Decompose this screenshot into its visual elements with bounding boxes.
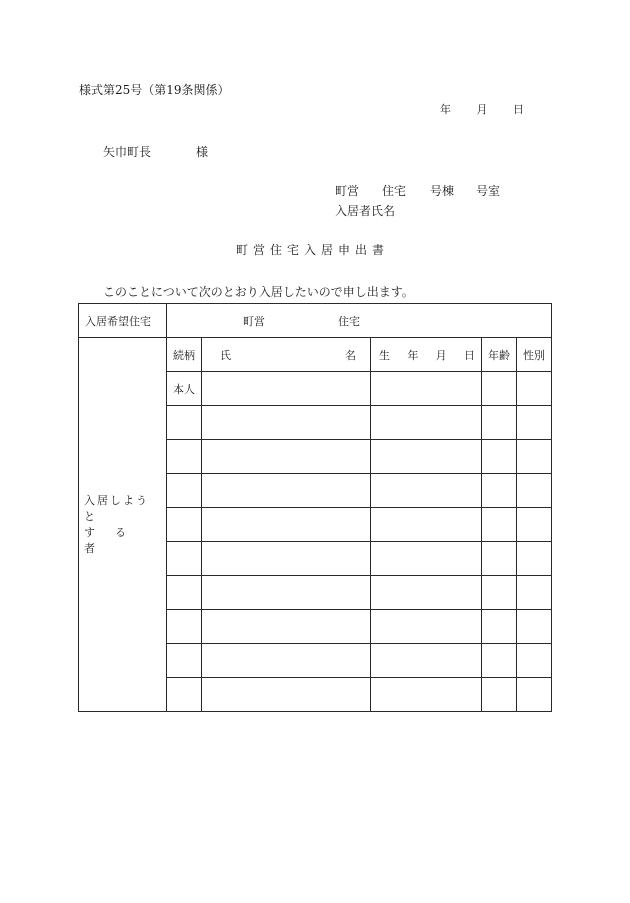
sender-room: 号室	[476, 184, 501, 198]
column-header-row	[79, 338, 552, 372]
birth-cell[interactable]	[371, 644, 482, 678]
col-gender-header: 性別	[517, 338, 552, 372]
birth-cell[interactable]	[371, 508, 482, 542]
age-cell[interactable]	[482, 610, 517, 644]
desired-housing-row	[79, 304, 552, 338]
self-label: 本人	[167, 372, 202, 406]
applicant-label-line2: する者	[84, 525, 146, 555]
birth-cell[interactable]	[371, 440, 482, 474]
birth-cell[interactable]	[371, 610, 482, 644]
gender-cell[interactable]	[517, 576, 552, 610]
date-day-label: 日	[513, 103, 524, 116]
relation-cell[interactable]	[167, 610, 202, 644]
col-age-header: 年齢	[482, 338, 517, 372]
col-birth-header	[371, 338, 482, 372]
gender-cell[interactable]	[517, 644, 552, 678]
relation-cell[interactable]	[167, 542, 202, 576]
gender-cell[interactable]	[517, 406, 552, 440]
gender-cell[interactable]	[517, 372, 552, 406]
age-cell[interactable]	[482, 372, 517, 406]
desired-housing: 住宅	[338, 315, 360, 328]
desired-housing-field[interactable]	[167, 304, 552, 338]
gender-cell[interactable]	[517, 508, 552, 542]
date-month-label: 月	[476, 103, 488, 116]
name-cell[interactable]	[202, 678, 371, 712]
date-year-label: 年	[440, 103, 451, 116]
col-birth-label: 生	[379, 348, 390, 362]
addressee-honorific: 様	[196, 145, 209, 159]
age-cell[interactable]	[482, 576, 517, 610]
relation-cell[interactable]	[167, 678, 202, 712]
relation-cell[interactable]	[167, 440, 202, 474]
sender-housing-line	[335, 182, 501, 199]
gender-cell[interactable]	[517, 610, 552, 644]
gender-cell[interactable]	[517, 678, 552, 712]
name-cell[interactable]	[202, 372, 371, 406]
addressee-name: 矢巾町長	[103, 145, 152, 159]
desired-housing-label: 入居希望住宅	[79, 304, 167, 338]
age-cell[interactable]	[482, 474, 517, 508]
applicant-label	[79, 338, 167, 712]
birth-cell[interactable]	[371, 474, 482, 508]
sender-housing: 住宅	[382, 184, 407, 198]
col-birth-day: 日	[463, 348, 475, 362]
sender-town: 町営	[335, 184, 360, 198]
relation-cell[interactable]	[167, 406, 202, 440]
col-relation-header: 続柄	[167, 338, 202, 372]
relation-cell[interactable]	[167, 474, 202, 508]
col-birth-year: 年	[407, 348, 419, 362]
name-cell[interactable]	[202, 440, 371, 474]
name-cell[interactable]	[202, 644, 371, 678]
document-title: 町営住宅入居申出書	[236, 243, 390, 257]
col-name-first: 氏	[220, 348, 231, 362]
name-cell[interactable]	[202, 406, 371, 440]
age-cell[interactable]	[482, 406, 517, 440]
resident-name-label: 入居者氏名	[335, 204, 396, 218]
applicant-label-line1: 入居しようと	[84, 493, 149, 523]
intro-text: このことについて次のとおり入居したいので申し出ます。	[103, 285, 414, 299]
birth-cell[interactable]	[371, 406, 482, 440]
gender-cell[interactable]	[517, 542, 552, 576]
name-cell[interactable]	[202, 508, 371, 542]
birth-cell[interactable]	[371, 678, 482, 712]
col-birth-month: 月	[435, 348, 447, 362]
gender-cell[interactable]	[517, 440, 552, 474]
birth-cell[interactable]	[371, 542, 482, 576]
age-cell[interactable]	[482, 508, 517, 542]
age-cell[interactable]	[482, 644, 517, 678]
col-name-header	[202, 338, 371, 372]
relation-cell[interactable]	[167, 576, 202, 610]
gender-cell[interactable]	[517, 474, 552, 508]
desired-town: 町営	[243, 315, 265, 328]
age-cell[interactable]	[482, 440, 517, 474]
birth-cell[interactable]	[371, 372, 482, 406]
date-line	[440, 101, 524, 117]
birth-cell[interactable]	[371, 576, 482, 610]
name-cell[interactable]	[202, 474, 371, 508]
age-cell[interactable]	[482, 542, 517, 576]
col-name-last: 名	[345, 348, 356, 362]
relation-cell[interactable]	[167, 644, 202, 678]
sender-building: 号棟	[430, 184, 455, 198]
form-number: 様式第25号（第19条関係）	[79, 83, 230, 97]
application-table	[78, 303, 552, 712]
name-cell[interactable]	[202, 542, 371, 576]
name-cell[interactable]	[202, 610, 371, 644]
relation-cell[interactable]	[167, 508, 202, 542]
age-cell[interactable]	[482, 678, 517, 712]
name-cell[interactable]	[202, 576, 371, 610]
